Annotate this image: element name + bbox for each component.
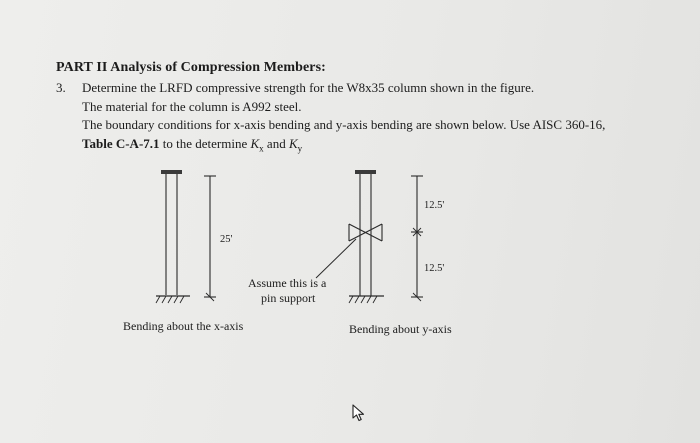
x-axis-column — [156, 170, 190, 303]
x-axis-length-label: 25' — [220, 234, 233, 245]
y-axis-lower-length-label: 12.5' — [424, 263, 445, 274]
part-heading: PART II Analysis of Compression Members: — [56, 60, 326, 75]
kx-subscript: x — [259, 143, 264, 154]
y-axis-dimension-line — [411, 176, 423, 301]
x-axis-base-hatch — [156, 296, 184, 303]
y-axis-upper-length-label: 12.5' — [424, 200, 445, 211]
and-text: and — [263, 136, 289, 151]
annotation-line-2: pin support — [261, 291, 316, 305]
question-line-1: Determine the LRFD compressive strength for the W8x35 column shown in the figure. — [82, 80, 535, 95]
question-line-3: The boundary conditions for x-axis bending and y-axis bending are shown below. Use AISC 360-16, — [82, 117, 606, 132]
ky-symbol: K — [288, 136, 298, 151]
x-axis-dimension-line — [204, 176, 216, 301]
table-reference: Table C-A-7.1 — [82, 136, 160, 151]
caption-x-axis: Bending about the x-axis — [123, 319, 244, 333]
x-axis-column-top-flange — [161, 170, 182, 174]
midheight-brace — [349, 224, 382, 241]
mouse-pointer-icon — [351, 404, 367, 422]
ky-subscript: y — [297, 143, 303, 154]
question-number: 3. — [56, 80, 66, 95]
y-axis-base-hatch — [349, 296, 377, 303]
kx-symbol: K — [250, 136, 260, 151]
y-axis-column-top-flange — [355, 170, 376, 174]
pin-support-leader-line — [316, 239, 356, 278]
caption-y-axis: Bending about y-axis — [349, 322, 452, 336]
annotation-line-1: Assume this is a — [248, 276, 327, 290]
question-line-4-text: to the determine — [159, 136, 251, 151]
question-line-2: The material for the column is A992 steel. — [82, 99, 302, 114]
